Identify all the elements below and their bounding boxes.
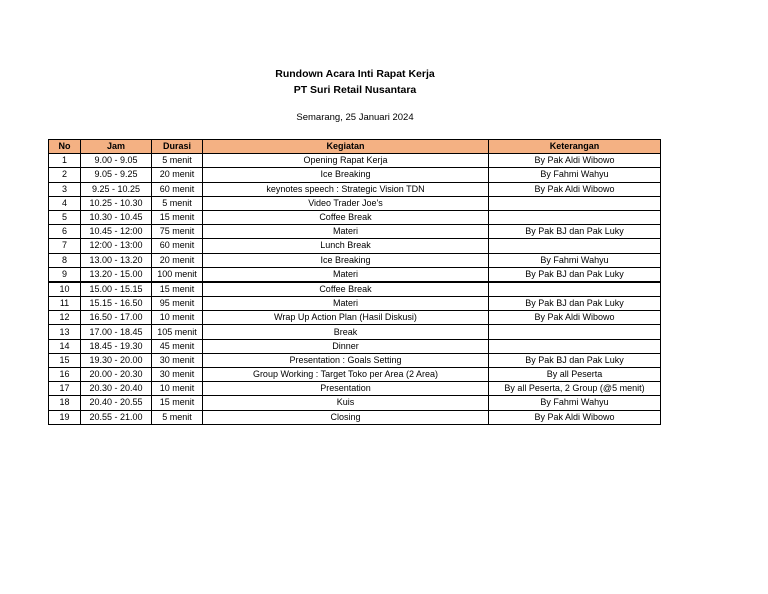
cell-jam: 10.25 - 10.30: [81, 196, 152, 210]
table-row: [49, 196, 661, 210]
cell-durasi: 5 menit: [152, 154, 203, 168]
cell-no: 18: [49, 396, 81, 410]
cell-jam: 20.00 - 20.30: [81, 368, 152, 382]
cell-kegiatan: Wrap Up Action Plan (Hasil Diskusi): [203, 311, 489, 325]
cell-no: 5: [49, 210, 81, 224]
cell-keterangan: By Pak BJ dan Pak Luky: [489, 297, 661, 311]
cell-keterangan: [489, 196, 661, 210]
cell-no: 19: [49, 410, 81, 424]
cell-no: 1: [49, 154, 81, 168]
cell-durasi: 5 menit: [152, 410, 203, 424]
cell-jam: 10.30 - 10.45: [81, 210, 152, 224]
cell-kegiatan: Lunch Break: [203, 239, 489, 253]
header-kegiatan: Kegiatan: [203, 140, 489, 154]
header-jam: Jam: [81, 140, 152, 154]
cell-durasi: 30 menit: [152, 353, 203, 367]
cell-jam: 16.50 - 17.00: [81, 311, 152, 325]
cell-no: 10: [49, 282, 81, 297]
cell-no: 9: [49, 267, 81, 282]
cell-jam: 20.40 - 20.55: [81, 396, 152, 410]
table-row: [49, 325, 661, 339]
cell-jam: 15.00 - 15.15: [81, 282, 152, 297]
cell-durasi: 75 menit: [152, 225, 203, 239]
cell-jam: 19.30 - 20.00: [81, 353, 152, 367]
table-row: [49, 182, 661, 196]
cell-no: 17: [49, 382, 81, 396]
cell-kegiatan: Opening Rapat Kerja: [203, 154, 489, 168]
cell-kegiatan: Closing: [203, 410, 489, 424]
cell-durasi: 95 menit: [152, 297, 203, 311]
table-row: [49, 297, 661, 311]
cell-no: 14: [49, 339, 81, 353]
cell-keterangan: By Fahmi Wahyu: [489, 168, 661, 182]
cell-no: 13: [49, 325, 81, 339]
cell-durasi: 20 menit: [152, 253, 203, 267]
cell-kegiatan: Materi: [203, 297, 489, 311]
cell-keterangan: By Pak Aldi Wibowo: [489, 410, 661, 424]
cell-kegiatan: Ice Breaking: [203, 168, 489, 182]
cell-keterangan: By Pak Aldi Wibowo: [489, 154, 661, 168]
cell-jam: 9.05 - 9.25: [81, 168, 152, 182]
cell-no: 12: [49, 311, 81, 325]
cell-keterangan: [489, 239, 661, 253]
cell-no: 7: [49, 239, 81, 253]
cell-keterangan: By Pak BJ dan Pak Luky: [489, 225, 661, 239]
cell-durasi: 45 menit: [152, 339, 203, 353]
cell-no: 4: [49, 196, 81, 210]
table-row: [49, 154, 661, 168]
cell-jam: 13.20 - 15.00: [81, 267, 152, 282]
cell-keterangan: [489, 339, 661, 353]
table-row: [49, 253, 661, 267]
cell-kegiatan: Materi: [203, 267, 489, 282]
header-durasi: Durasi: [152, 140, 203, 154]
header-keterangan: Keterangan: [489, 140, 661, 154]
table-row: [49, 168, 661, 182]
cell-durasi: 20 menit: [152, 168, 203, 182]
cell-kegiatan: Presentation: [203, 382, 489, 396]
document-title: Rundown Acara Inti Rapat Kerja: [275, 68, 435, 80]
cell-kegiatan: Ice Breaking: [203, 253, 489, 267]
cell-durasi: 15 menit: [152, 396, 203, 410]
cell-jam: 9.00 - 9.05: [81, 154, 152, 168]
cell-kegiatan: keynotes speech : Strategic Vision TDN: [203, 182, 489, 196]
cell-jam: 9.25 - 10.25: [81, 182, 152, 196]
cell-kegiatan: Dinner: [203, 339, 489, 353]
cell-jam: 20.55 - 21.00: [81, 410, 152, 424]
cell-keterangan: By Pak Aldi Wibowo: [489, 182, 661, 196]
cell-durasi: 10 menit: [152, 311, 203, 325]
cell-durasi: 60 menit: [152, 239, 203, 253]
cell-no: 11: [49, 297, 81, 311]
cell-keterangan: By Pak BJ dan Pak Luky: [489, 267, 661, 282]
cell-no: 15: [49, 353, 81, 367]
table-row: [49, 282, 661, 297]
table-row: [49, 225, 661, 239]
cell-keterangan: By all Peserta: [489, 368, 661, 382]
cell-durasi: 60 menit: [152, 182, 203, 196]
cell-durasi: 15 menit: [152, 282, 203, 297]
cell-keterangan: By all Peserta, 2 Group (@5 menit): [489, 382, 661, 396]
table-row: [49, 267, 661, 282]
table-row: [49, 396, 661, 410]
cell-kegiatan: Coffee Break: [203, 282, 489, 297]
table-row: [49, 410, 661, 424]
cell-no: 16: [49, 368, 81, 382]
cell-kegiatan: Kuis: [203, 396, 489, 410]
company-name: PT Suri Retail Nusantara: [293, 84, 417, 96]
table-row: [49, 382, 661, 396]
rundown-table: [48, 139, 661, 425]
cell-jam: 15.15 - 16.50: [81, 297, 152, 311]
cell-jam: 12:00 - 13:00: [81, 239, 152, 253]
cell-kegiatan: Presentation : Goals Setting: [203, 353, 489, 367]
cell-no: 3: [49, 182, 81, 196]
table-header-row: [49, 140, 661, 154]
cell-keterangan: By Fahmi Wahyu: [489, 253, 661, 267]
cell-durasi: 100 menit: [152, 267, 203, 282]
cell-jam: 20.30 - 20.40: [81, 382, 152, 396]
cell-jam: 18.45 - 19.30: [81, 339, 152, 353]
table-row: [49, 311, 661, 325]
cell-keterangan: By Pak Aldi Wibowo: [489, 311, 661, 325]
cell-jam: 17.00 - 18.45: [81, 325, 152, 339]
cell-keterangan: By Pak BJ dan Pak Luky: [489, 353, 661, 367]
cell-jam: 10.45 - 12:00: [81, 225, 152, 239]
cell-keterangan: [489, 210, 661, 224]
header-no: No: [49, 140, 81, 154]
cell-kegiatan: Break: [203, 325, 489, 339]
cell-keterangan: [489, 282, 661, 297]
table-row: [49, 210, 661, 224]
cell-keterangan: By Fahmi Wahyu: [489, 396, 661, 410]
table-row: [49, 339, 661, 353]
table-row: [49, 353, 661, 367]
cell-no: 8: [49, 253, 81, 267]
cell-kegiatan: Group Working : Target Toko per Area (2 Area): [203, 368, 489, 382]
cell-no: 6: [49, 225, 81, 239]
cell-durasi: 30 menit: [152, 368, 203, 382]
cell-kegiatan: Coffee Break: [203, 210, 489, 224]
cell-kegiatan: Video Trader Joe's: [203, 196, 489, 210]
cell-keterangan: [489, 325, 661, 339]
cell-durasi: 5 menit: [152, 196, 203, 210]
cell-kegiatan: Materi: [203, 225, 489, 239]
cell-durasi: 10 menit: [152, 382, 203, 396]
cell-no: 2: [49, 168, 81, 182]
table-row: [49, 239, 661, 253]
table-row: [49, 368, 661, 382]
location-date: Semarang, 25 Januari 2024: [296, 112, 414, 123]
cell-durasi: 15 menit: [152, 210, 203, 224]
cell-durasi: 105 menit: [152, 325, 203, 339]
cell-jam: 13.00 - 13.20: [81, 253, 152, 267]
